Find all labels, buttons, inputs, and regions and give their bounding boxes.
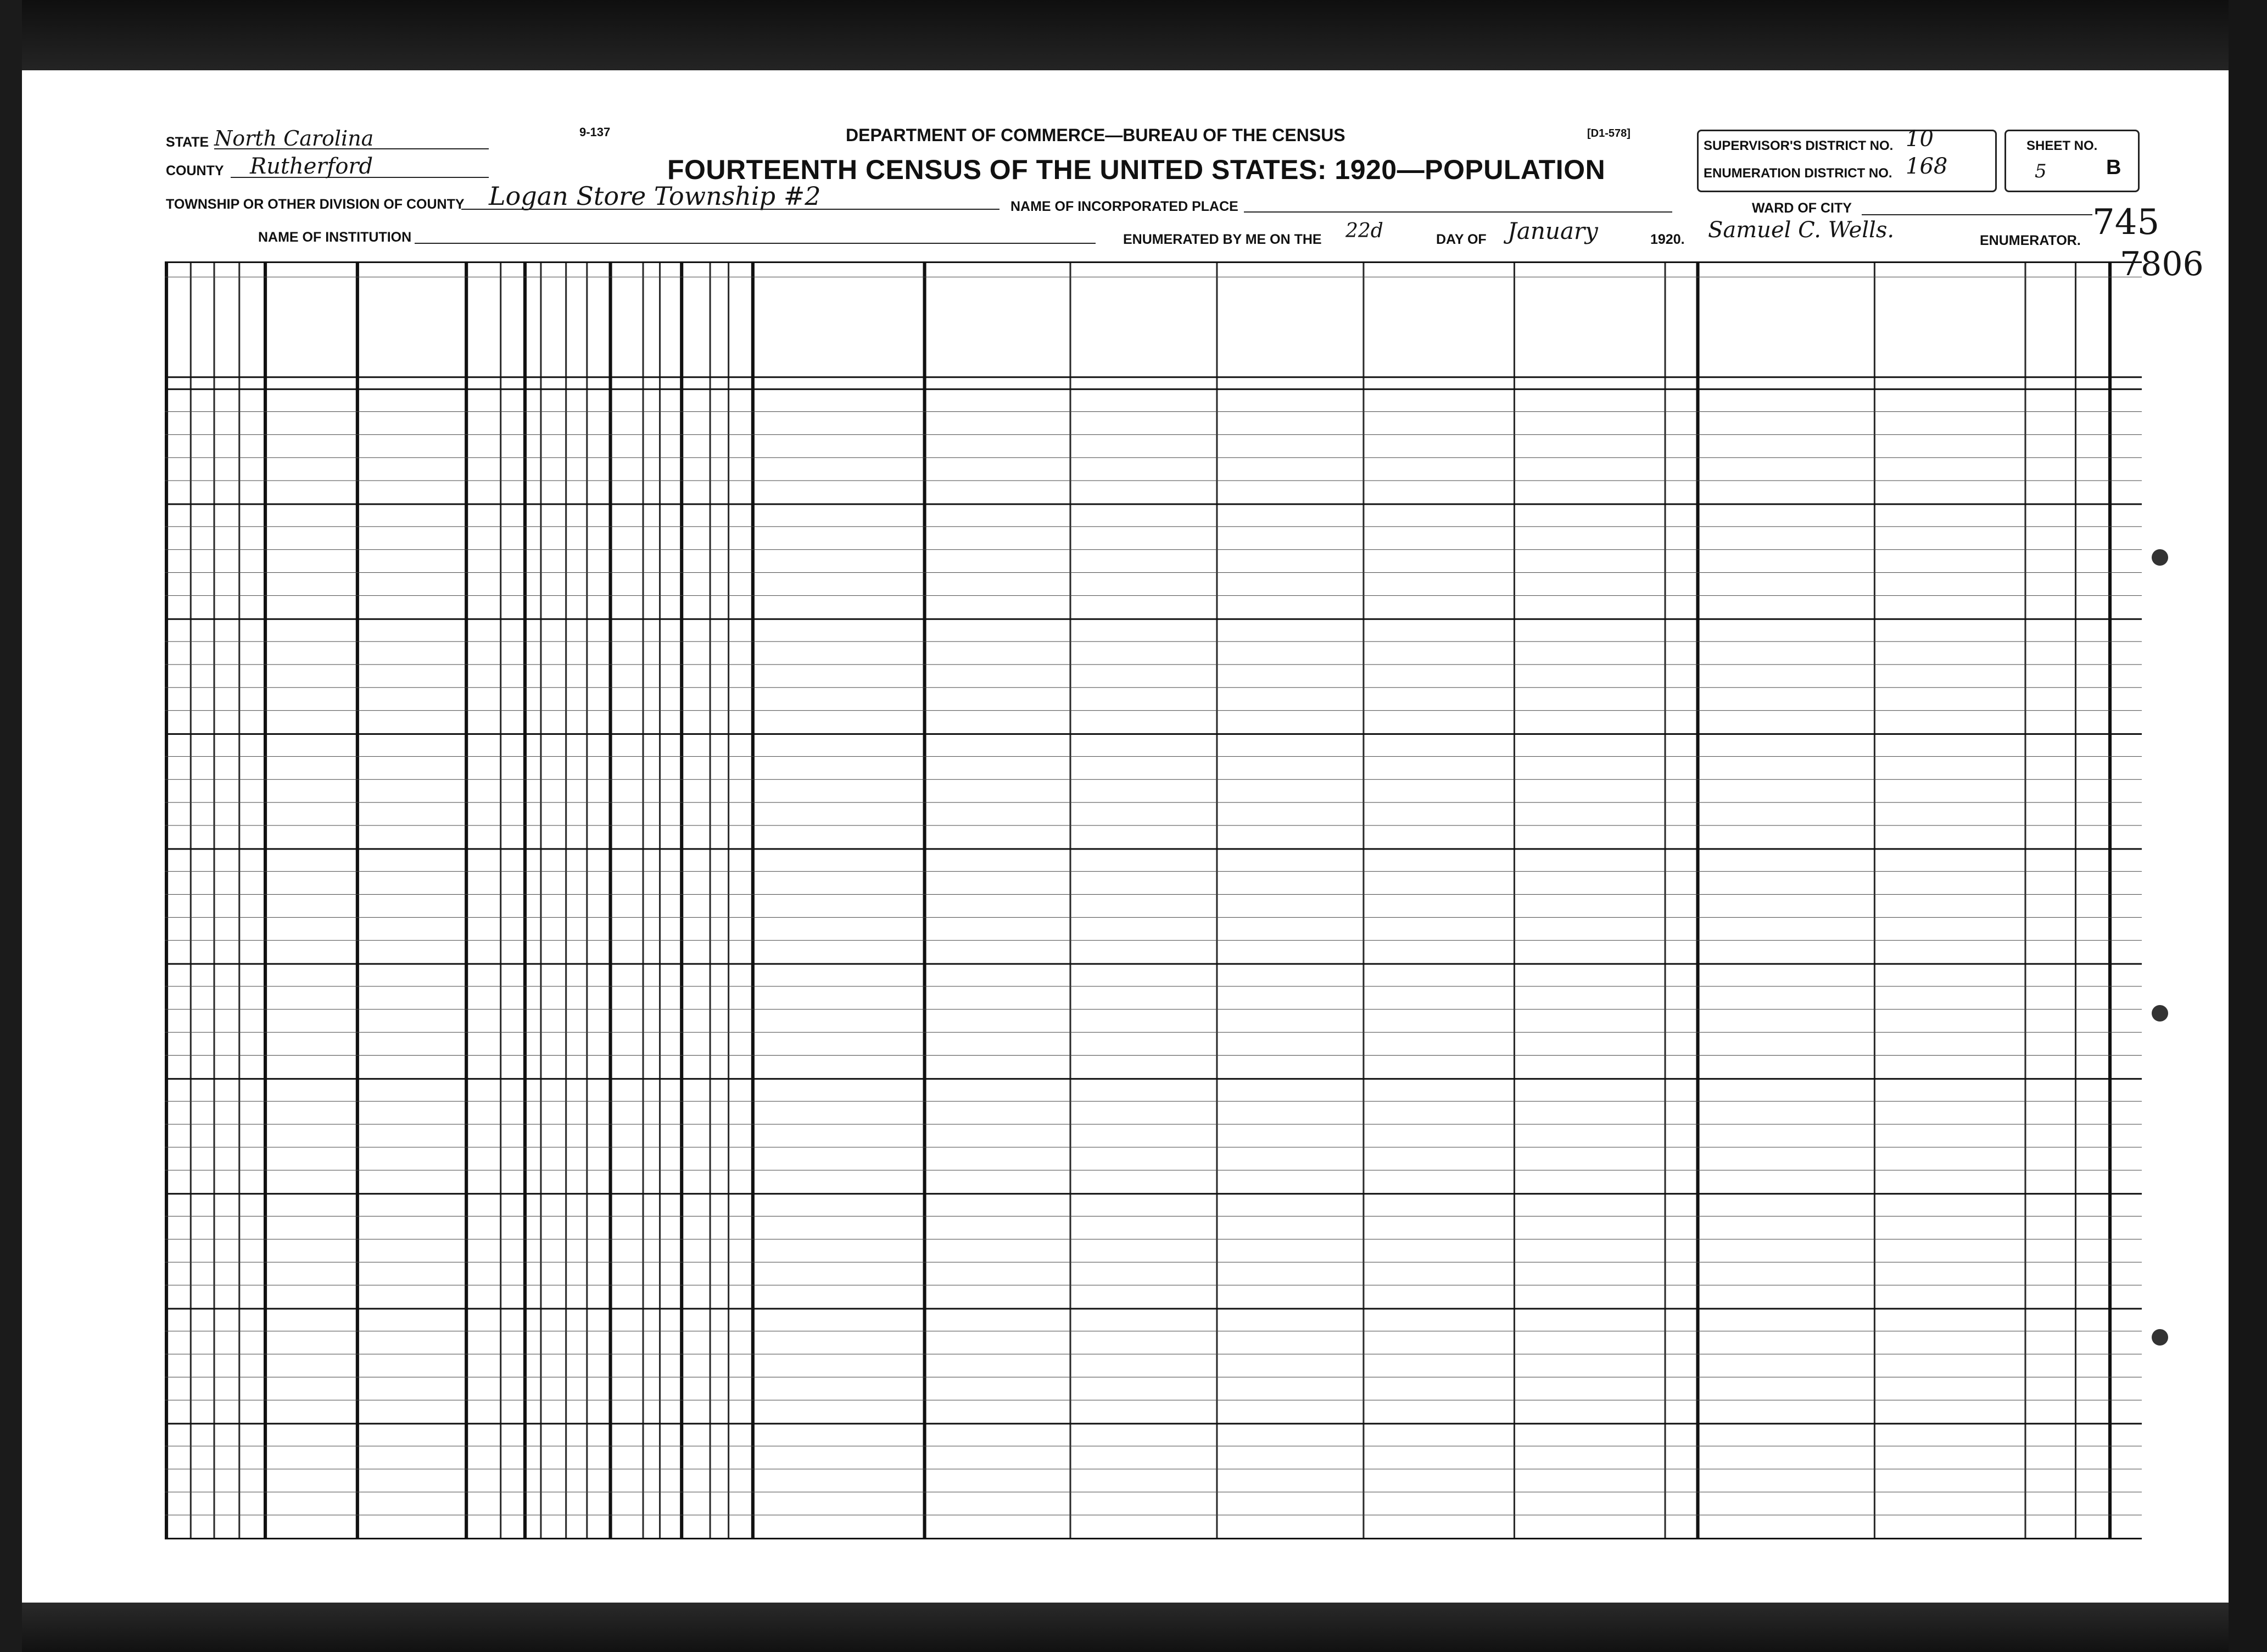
column-rule <box>213 261 215 1538</box>
row-rule <box>165 457 2142 458</box>
column-rule <box>1874 261 1875 1538</box>
supervisor-no: 10 <box>1906 126 1934 152</box>
column-rule <box>728 261 729 1538</box>
row-rule <box>165 1193 2142 1195</box>
column-rule <box>1216 261 1218 1538</box>
enumerated-label: ENUMERATED BY ME ON THE <box>1123 232 1322 247</box>
row-rule <box>165 710 2142 711</box>
column-rule <box>264 261 267 1538</box>
ward-label: WARD OF CITY <box>1752 200 1852 216</box>
row-rule <box>165 572 2142 573</box>
sheet-side: B <box>2106 156 2121 179</box>
stamp-number-1: 745 <box>2092 202 2160 243</box>
sheet-no: 5 <box>2035 160 2047 182</box>
scan-border-top <box>0 0 2267 70</box>
stamp-number-2: 7806 <box>2120 245 2204 283</box>
ward-underline <box>1862 214 2092 215</box>
row-rule <box>165 1285 2142 1286</box>
column-rule <box>710 261 711 1538</box>
township-value: Logan Store Township #2 <box>489 181 821 211</box>
column-rule <box>1069 261 1071 1538</box>
enumerated-day: 22d <box>1345 220 1383 242</box>
county-value: Rutherford <box>250 154 373 179</box>
row-rule <box>165 595 2142 596</box>
sheet-label: SHEET NO. <box>2026 138 2098 153</box>
department-title: DEPARTMENT OF COMMERCE—BUREAU OF THE CENSUS <box>846 125 1345 145</box>
column-rule <box>923 261 926 1538</box>
column-rule <box>238 261 240 1538</box>
row-rule <box>165 1239 2142 1240</box>
header-bottom-rule <box>165 376 2142 378</box>
scan-border-left <box>0 0 22 1652</box>
column-rule <box>356 261 359 1538</box>
column-rule <box>465 261 468 1538</box>
form-code: 9-137 <box>579 125 611 139</box>
column-rule <box>1696 261 1699 1538</box>
column-rule <box>2024 261 2026 1538</box>
column-rule <box>2075 261 2076 1538</box>
enumerated-month: January <box>1507 217 1598 244</box>
relation-desc <box>359 288 461 370</box>
column-rule <box>523 261 527 1538</box>
name-desc <box>267 288 353 370</box>
row-rule <box>165 917 2142 918</box>
row-rule <box>165 664 2142 665</box>
row-rule <box>165 1446 2142 1447</box>
institution-label: NAME OF INSTITUTION <box>258 230 412 245</box>
column-rule <box>565 261 567 1538</box>
row-rule <box>165 1101 2142 1102</box>
row-rule <box>165 434 2142 435</box>
row-rule <box>165 848 2142 850</box>
row-rule <box>165 779 2142 780</box>
enumerator-label: ENUMERATOR. <box>1980 233 2081 248</box>
row-rule <box>165 871 2142 872</box>
row-rule <box>165 1538 2142 1539</box>
binder-hole <box>2152 1329 2168 1346</box>
trade-head <box>1877 288 2021 370</box>
day-of-label: DAY OF <box>1436 232 1487 247</box>
incorporated-label: NAME OF INCORPORATED PLACE <box>1010 199 1238 214</box>
row-rule <box>165 503 2142 505</box>
row-rule <box>165 411 2142 412</box>
row-rule <box>165 1423 2142 1425</box>
row-rule <box>165 1124 2142 1125</box>
column-rule <box>2108 261 2112 1538</box>
column-rule <box>659 261 661 1538</box>
row-rule <box>165 687 2142 688</box>
row-rule <box>165 641 2142 642</box>
row-rule <box>165 894 2142 895</box>
supervisor-label: SUPERVISOR'S DISTRICT NO. <box>1704 138 1894 153</box>
binder-hole <box>2152 549 2168 566</box>
row-rule <box>165 1055 2142 1056</box>
row-rule <box>165 549 2142 550</box>
scan-border-bottom <box>0 1603 2267 1652</box>
row-rule <box>165 802 2142 803</box>
industry-head <box>2028 288 2071 370</box>
row-rule <box>165 618 2142 620</box>
row-rule <box>165 756 2142 757</box>
column-rule <box>680 261 683 1538</box>
township-label: TOWNSHIP OR OTHER DIVISION OF COUNTY <box>166 197 465 212</box>
column-rule <box>1514 261 1515 1538</box>
header-top-rule <box>165 261 2142 263</box>
column-rule <box>1363 261 1364 1538</box>
incorporated-underline <box>1244 211 1672 213</box>
column-rule <box>642 261 644 1538</box>
row-rule <box>165 1078 2142 1080</box>
row-rule <box>165 733 2142 735</box>
census-table <box>165 261 2142 1538</box>
column-rule <box>190 261 192 1538</box>
state-value: North Carolina <box>214 126 374 150</box>
column-rule <box>165 261 168 1538</box>
form-ref: [D1-578] <box>1587 127 1631 139</box>
number-row-rule <box>165 388 2142 390</box>
column-rule <box>586 261 588 1538</box>
enumerated-year: 1920. <box>1650 232 1685 247</box>
enumeration-label: ENUMERATION DISTRICT NO. <box>1704 166 1892 181</box>
scan-border-right <box>2229 0 2267 1652</box>
county-label: COUNTY <box>166 163 224 178</box>
column-rule <box>540 261 541 1538</box>
column-rule <box>500 261 501 1538</box>
column-rule <box>751 261 755 1538</box>
row-rule <box>165 963 2142 965</box>
census-title: FOURTEENTH CENSUS OF THE UNITED STATES: 1920—POPULATION <box>667 154 1606 185</box>
row-rule <box>165 1308 2142 1309</box>
state-label: STATE <box>166 135 209 150</box>
binder-hole <box>2152 1005 2168 1022</box>
institution-underline <box>415 243 1096 244</box>
row-rule <box>165 940 2142 941</box>
column-rule <box>1665 261 1666 1538</box>
enumeration-no: 168 <box>1906 154 1948 179</box>
enumerator-name: Samuel C. Wells. <box>1708 217 1895 243</box>
row-rule <box>165 526 2142 527</box>
row-rule <box>165 1262 2142 1263</box>
column-rule <box>608 261 612 1538</box>
